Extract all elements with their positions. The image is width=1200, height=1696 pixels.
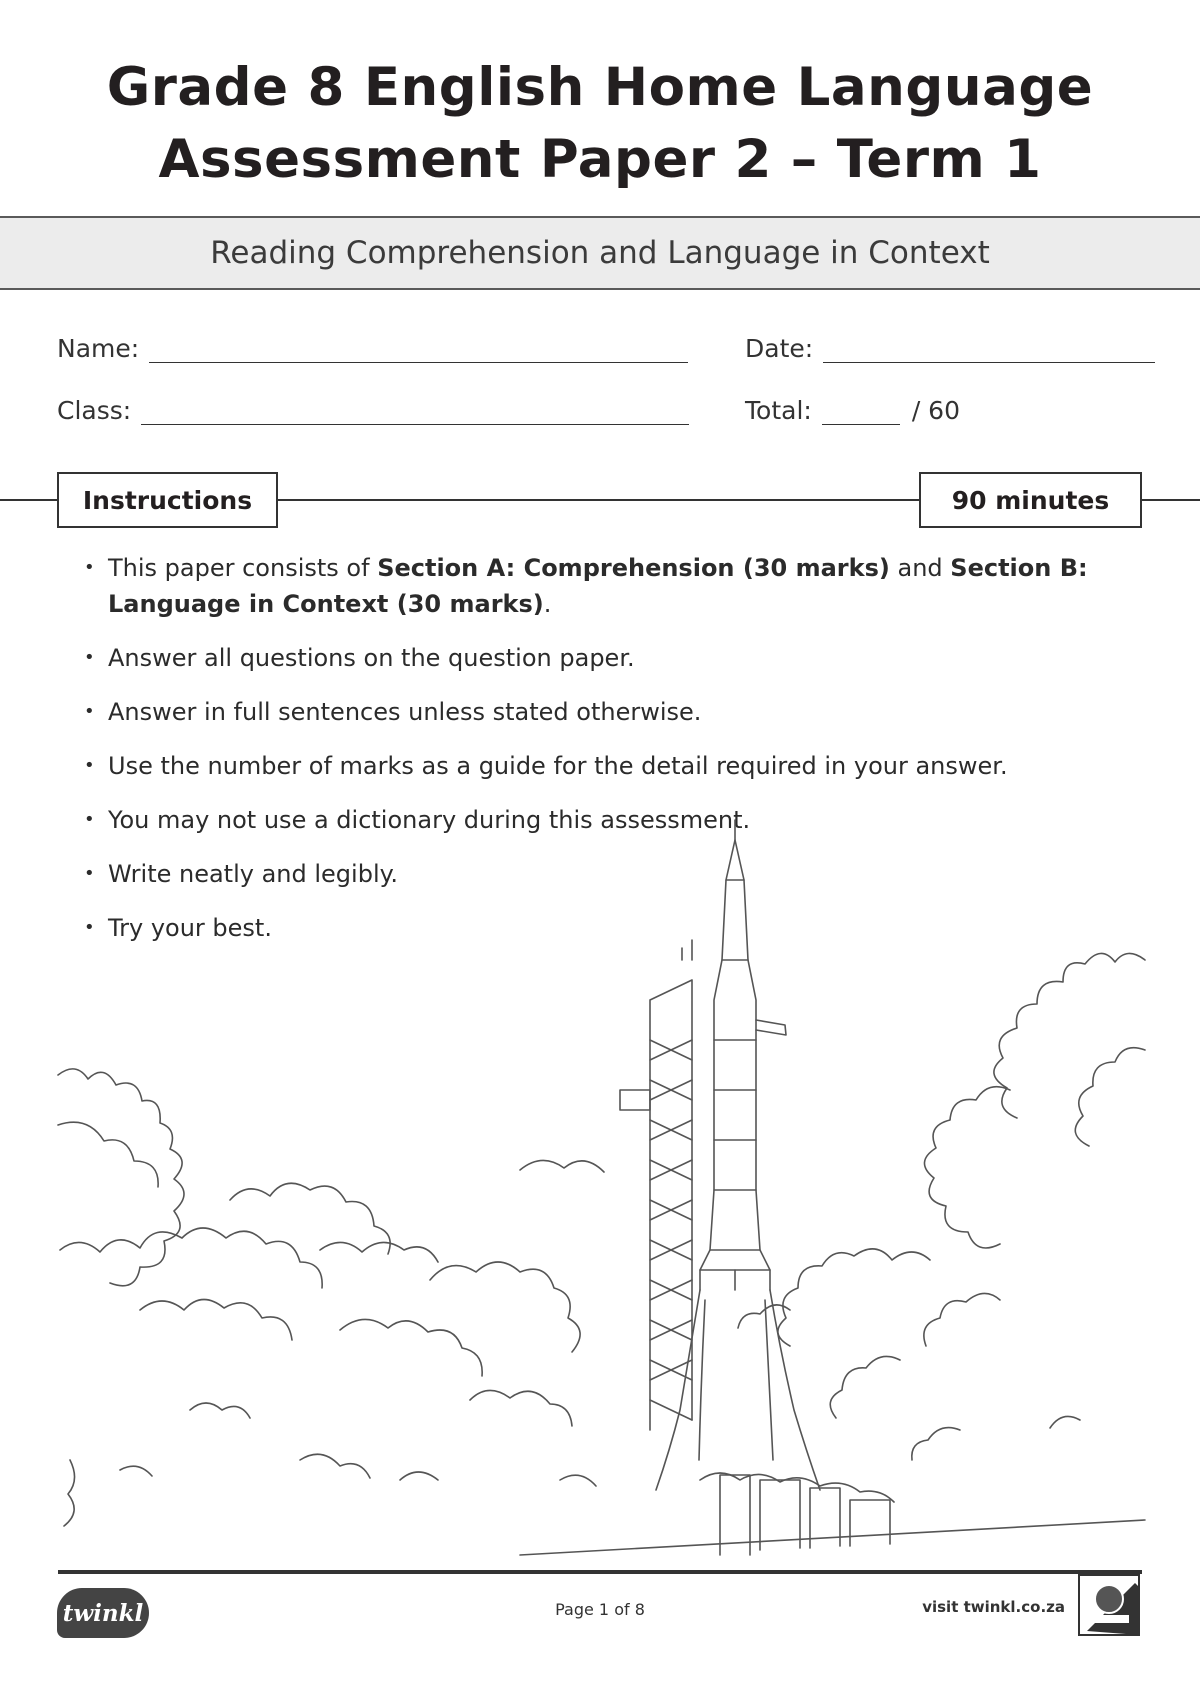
- subtitle: Reading Comprehension and Language in Context: [210, 235, 990, 271]
- item1-section-b: Section B: Language in Context (30 marks): [108, 554, 1088, 618]
- list-item: • You may not use a dictionary during this assessment.: [80, 802, 1150, 838]
- duration-text: 90 minutes: [951, 485, 1110, 515]
- list-item: • Answer all questions on the question paper.: [80, 640, 1150, 676]
- date-label: Date:: [745, 334, 814, 363]
- class-label: Class:: [57, 396, 132, 425]
- logo-text: twinkl: [62, 1599, 144, 1627]
- item1-post: .: [543, 590, 552, 618]
- quality-standard-badge-icon: [1077, 1573, 1145, 1641]
- list-item: • Try your best.: [80, 910, 1150, 946]
- visit-link[interactable]: visit twinkl.co.za: [922, 1598, 1065, 1616]
- title-line-1: Grade 8 English Home Language: [106, 57, 1094, 118]
- list-item: • Use the number of marks as a guide for the detail required in your answer.: [80, 748, 1150, 784]
- title-line-2: Assessment Paper 2 – Term 1: [158, 129, 1042, 190]
- list-item: • Answer in full sentences unless stated otherwise.: [80, 694, 1150, 730]
- item1-section-a: Section A: Comprehension (30 marks): [377, 554, 890, 582]
- instructions-heading-text: Instructions: [82, 485, 253, 515]
- item1-pre: This paper consists of: [108, 554, 378, 582]
- list-item: • Write neatly and legibly.: [80, 856, 1150, 892]
- footer-divider: [58, 1570, 1142, 1574]
- page-number: Page 1 of 8: [555, 1600, 645, 1619]
- total-label: Total:: [745, 396, 812, 425]
- item1-mid: and: [889, 554, 951, 582]
- name-label: Name:: [57, 334, 140, 363]
- total-suffix: / 60: [911, 396, 960, 425]
